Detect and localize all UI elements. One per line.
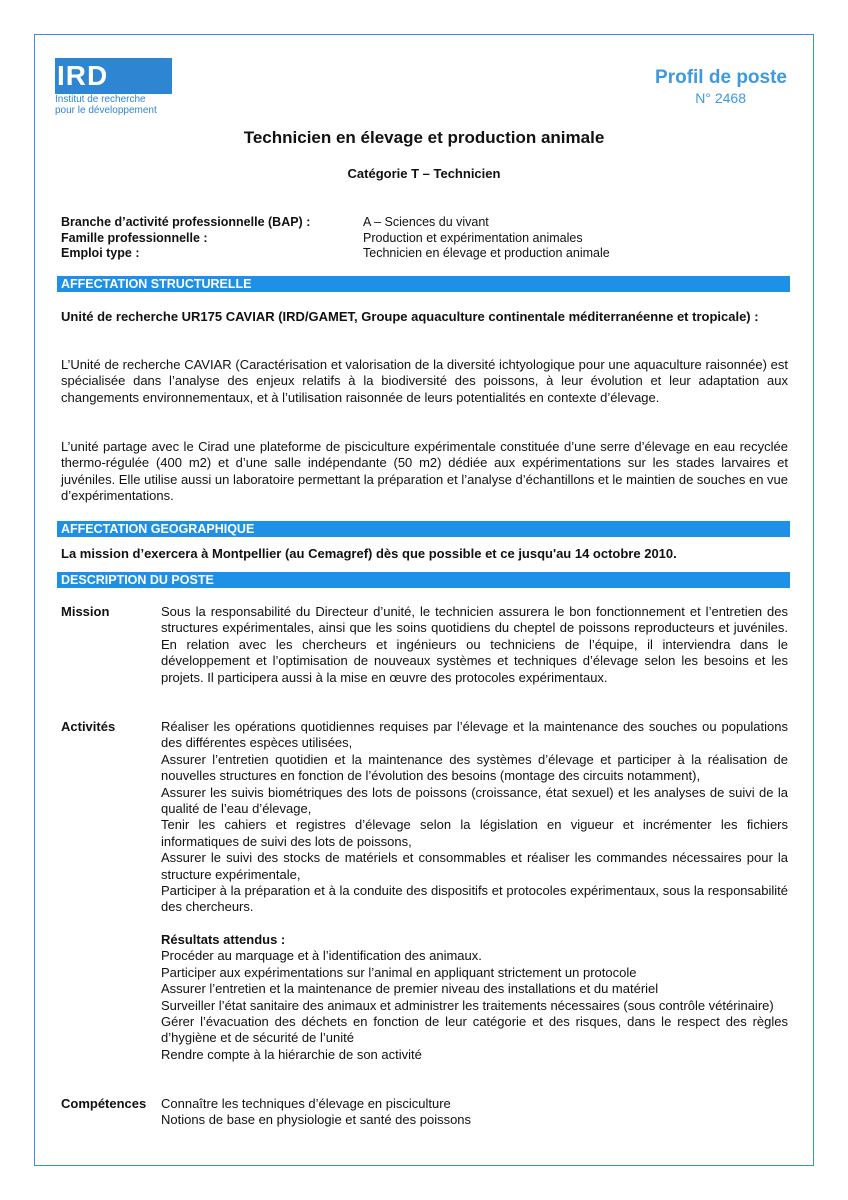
info-label: Emploi type : xyxy=(61,246,140,260)
list-item: Tenir les cahiers et registres d’élevage selon la législation en vigueur et incrémenter les fichiers informatiques de suivi des lots de poissons, xyxy=(161,817,788,849)
info-value: Technicien en élevage et production animale xyxy=(363,246,610,260)
activites-label: Activités xyxy=(61,719,116,734)
section-bar-description: DESCRIPTION DU POSTE xyxy=(57,572,790,588)
info-label: Famille professionnelle : xyxy=(61,231,208,245)
logo-line1: Institut de recherche xyxy=(55,94,146,105)
competences-label: Compétences xyxy=(61,1096,147,1111)
list-item: Assurer l’entretien et la maintenance de premier niveau des installations et du matériel xyxy=(161,981,659,997)
mission-label: Mission xyxy=(61,604,110,619)
list-item: Gérer l’évacuation des déchets en fonction de leur catégorie et des risques, dans le respect des règles d’hygiène et de sécurité de l’unité xyxy=(161,1014,788,1046)
profil-label: Profil de poste xyxy=(655,67,787,88)
competences-list xyxy=(161,1096,788,1129)
unite-heading: Unité de recherche UR175 CAVIAR (IRD/GAMET, Groupe aquaculture continentale méditerranéenne et tropicale) : xyxy=(61,309,759,324)
page-title: Technicien en élevage et production animale xyxy=(243,128,605,147)
list-item: Procéder au marquage et à l’identification des animaux. xyxy=(161,948,482,964)
list-item: Surveiller l’état sanitaire des animaux et administrer les traitements nécessaires (sous contrôle vétérinaire) xyxy=(161,997,774,1013)
logo-abbr: IRD xyxy=(57,60,109,91)
mission-text: Sous la responsabilité du Directeur d’unité, le technicien assurera le bon fonctionnement et l’entretien des structures expérimentales, ainsi que les soins quotidiens du cheptel de poissons reproducteurs et juvéniles. En relation avec les chercheurs et ingénieurs ou techniciens de l’équipe, il interviendra dans le développement et l’optimisation de nouveaux systèmes et techniques d’élevage selon les besoins et les projets. Il participera aussi à la mise en œuvre des protocoles expérimentaux. xyxy=(161,604,788,685)
list-item: Assurer le suivi des stocks de matériels et consommables et réaliser les commandes nécessaires pour la structure expérimentale, xyxy=(161,850,788,882)
geo-text: La mission d’exercera à Montpellier (au Cemagref) dès que possible et ce jusqu'au 14 octobre 2010. xyxy=(61,546,677,561)
list-item: Connaître les techniques d’élevage en pisciculture xyxy=(161,1096,451,1111)
list-item: Notions de base en physiologie et santé des poissons xyxy=(161,1112,472,1128)
info-value: A – Sciences du vivant xyxy=(363,215,489,229)
logo-line2: pour le développement xyxy=(55,105,157,116)
info-value: Production et expérimentation animales xyxy=(363,231,583,245)
logo-box xyxy=(55,58,172,94)
resultats-block xyxy=(161,932,788,1063)
list-item: Participer aux expérimentations sur l’animal en appliquant strictement un protocole xyxy=(161,964,637,980)
list-item: Réaliser les opérations quotidiennes requises par l’élevage et la maintenance des souches ou populations des différentes espèces utilisées, xyxy=(161,719,788,751)
categorie: Catégorie T – Technicien xyxy=(347,166,501,181)
list-item: Rendre compte à la hiérarchie de son activité xyxy=(161,1046,422,1062)
list-item: Participer à la préparation et à la conduite des dispositifs et protocoles expérimentaux, sous la responsabilité des chercheurs. xyxy=(161,883,788,915)
activites-list xyxy=(161,719,788,916)
unite-paragraph-1: L’Unité de recherche CAVIAR (Caractérisation et valorisation de la diversité ichtyologique pour une aquaculture raisonnée) est spécialisée dans l’analyse des enjeux relatifs à la biodiversité des poissons, à leur évolution et leur adaptation aux changements environnementaux, et à l’utilisation raisonnée de leurs potentialités en contexte d’élevage. xyxy=(61,357,788,405)
profil-number: N° 2468 xyxy=(695,90,746,106)
section-bar-affectation-geographique: AFFECTATION GEOGRAPHIQUE xyxy=(57,521,790,537)
list-item: Assurer les suivis biométriques des lots de poissons (croissance, état sexuel) et les analyses de suivi de la qualité de l’eau d’élevage, xyxy=(161,784,788,817)
section-bar-affectation-structurelle: AFFECTATION STRUCTURELLE xyxy=(57,276,790,292)
logo-subtitle xyxy=(55,94,215,116)
unite-paragraph-2: L’unité partage avec le Cirad une plateforme de pisciculture expérimentale constituée d’une serre d’élevage en eau recyclée thermo-régulée (400 m2) et d’une salle indépendante (50 m2) dédiée aux expérimentations sur les stades larvaires et juvéniles. Elle utilise aussi un laboratoire permettant la préparation et l’analyse d’échantillons et le maintien de souches en vue d’expérimentations. xyxy=(61,439,788,504)
info-label: Branche d’activité professionnelle (BAP) : xyxy=(61,215,311,229)
resultats-heading: Résultats attendus : xyxy=(161,932,286,947)
list-item: Assurer l’entretien quotidien et la maintenance des systèmes d’élevage et participer à la réalisation de nouvelles structures en fonction de l’évolution des besoins (montage des circuits notamment), xyxy=(161,751,788,784)
